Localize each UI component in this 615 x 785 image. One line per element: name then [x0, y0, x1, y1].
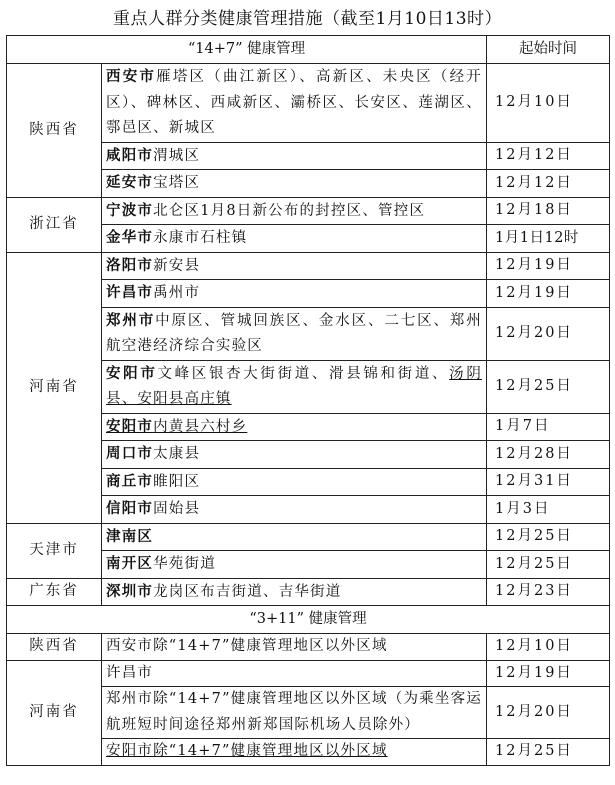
area-cell: 安阳市除“14+7”健康管理地区以外区域	[102, 739, 487, 766]
province-cell: 天津市	[7, 523, 102, 578]
date-cell: 12月20日	[487, 307, 610, 360]
area-text: 北仑区1月8日新公布的封控区、管控区	[153, 202, 426, 219]
city-name: 商丘市	[106, 472, 154, 490]
area-text: 宝塔区	[153, 175, 201, 191]
area-cell	[102, 225, 487, 253]
city-name: 郑州市	[106, 311, 156, 329]
city-name: 许昌市	[106, 284, 154, 301]
date-cell: 1月1日12时	[487, 225, 610, 253]
date-cell: 12月10日	[487, 634, 610, 661]
city-name: 安阳市	[106, 417, 154, 435]
city-name: 南开区	[106, 555, 154, 572]
date-cell: 12月25日	[487, 360, 610, 413]
area-text: 睢阳区	[153, 473, 201, 490]
area-text: 中原区、管城回族区、金水区、二七区、郑州航空港经济综合实验区	[106, 312, 483, 354]
area-text: 雁塔区（曲江新区）、高新区、未央区（经开区）、碑林区、西咸新区、灞桥区、长安区、莲湖区、鄠邑区、新城区	[106, 69, 483, 136]
city-name: 安阳市	[106, 364, 158, 382]
date-cell: 12月23日	[487, 578, 610, 606]
area-cell: 西安市除“14+7”健康管理地区以外区域	[102, 634, 487, 661]
area-cell	[102, 551, 487, 579]
city-name: 洛阳市	[106, 256, 154, 274]
date-cell: 12月25日	[487, 739, 610, 766]
area-cell	[102, 170, 487, 198]
area-cell	[102, 413, 487, 441]
city-name: 深圳市	[106, 582, 154, 600]
date-cell: 12月25日	[487, 523, 610, 551]
area-cell	[102, 142, 487, 170]
area-text: 固始县	[153, 501, 201, 517]
date-cell: 12月10日	[487, 64, 610, 143]
area-text: 新安县	[153, 257, 201, 274]
area-cell	[102, 64, 487, 143]
area-text-underlined: 汤阴县、安阳县高庄镇	[106, 365, 483, 407]
area-cell	[102, 523, 487, 551]
province-cell: 广东省	[7, 578, 102, 606]
city-name: 西安市	[106, 68, 157, 85]
date-cell: 12月31日	[487, 468, 610, 496]
area-cell: 许昌市	[102, 660, 487, 687]
area-cell	[102, 441, 487, 469]
city-name: 延安市	[106, 174, 154, 191]
date-cell: 12月19日	[487, 280, 610, 308]
date-cell: 1月7日	[487, 413, 610, 441]
area-text: 渭城区	[153, 147, 201, 164]
date-cell: 12月20日	[487, 687, 610, 739]
province-cell: 河南省	[7, 252, 102, 523]
area-text: 禹州市	[153, 285, 201, 301]
date-cell: 12月25日	[487, 551, 610, 579]
date-cell: 12月19日	[487, 660, 610, 687]
city-name: 宁波市	[106, 201, 154, 219]
date-cell: 12月12日	[487, 170, 610, 198]
area-cell	[102, 197, 487, 225]
health-management-table	[6, 35, 610, 766]
area-text: 文峰区银杏大街街道、滑县锦和街道、	[157, 365, 450, 382]
date-cell: 1月3日	[487, 496, 610, 524]
area-text: 太康县	[153, 446, 201, 462]
area-cell	[102, 307, 487, 360]
section-heading: “3+11” 健康管理	[7, 606, 610, 634]
date-cell: 12月28日	[487, 441, 610, 469]
province-cell: 陕西省	[7, 634, 102, 661]
page-title: 重点人群分类健康管理措施（截至1月10日13时）	[112, 9, 503, 29]
city-name: 咸阳市	[106, 146, 154, 164]
city-name: 周口市	[106, 445, 154, 462]
area-cell	[102, 578, 487, 606]
city-name: 津南区	[106, 527, 154, 545]
area-cell: 郑州市除“14+7”健康管理地区以外区域（为乘坐客运航班短时间途径郑州新郑国际机场人员除外）	[102, 687, 487, 739]
column-header-date: 起始时间	[487, 36, 610, 64]
date-cell: 12月12日	[487, 142, 610, 170]
area-cell	[102, 360, 487, 413]
date-cell: 12月18日	[487, 197, 610, 225]
area-text: 华苑街道	[153, 556, 216, 572]
area-text: 龙岗区布吉街道、吉华街道	[153, 583, 342, 600]
area-cell	[102, 496, 487, 524]
province-cell: 河南省	[7, 660, 102, 765]
date-cell: 12月19日	[487, 252, 610, 280]
column-header-area: “14+7” 健康管理	[7, 36, 487, 64]
city-name: 信阳市	[106, 500, 154, 517]
area-cell	[102, 280, 487, 308]
area-cell	[102, 252, 487, 280]
area-cell	[102, 468, 487, 496]
area-text: 内黄县六村乡	[153, 418, 248, 435]
city-name: 金华市	[106, 229, 154, 246]
province-cell: 浙江省	[7, 197, 102, 252]
province-cell: 陕西省	[7, 64, 102, 198]
area-text: 永康市石柱镇	[153, 230, 248, 246]
